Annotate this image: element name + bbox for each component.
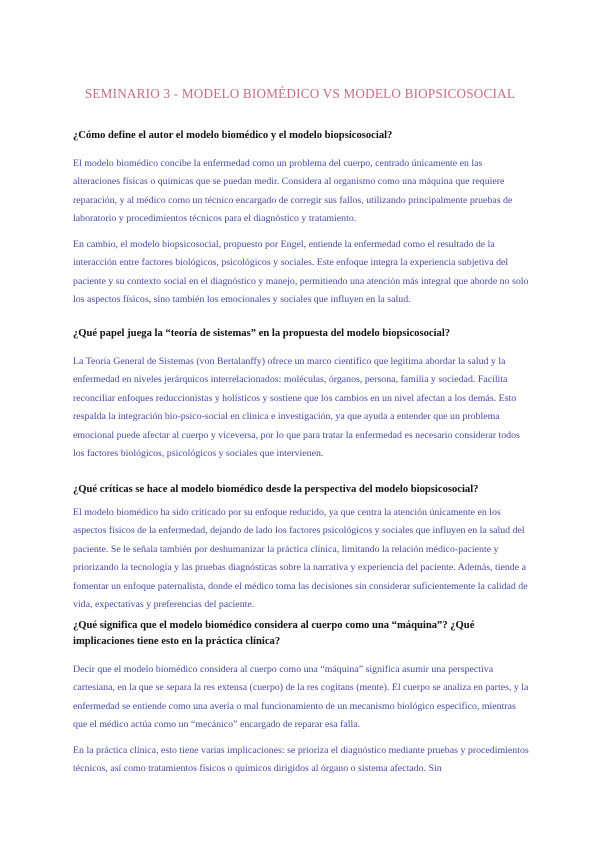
answer-2-paragraph-1: La Teoría General de Sistemas (von Bertalanffy) ofrece un marco científico que legitima abordar la salud y la enfermedad en niveles jerárquicos interrelacionados: moléculas, órganos, persona, familia y sociedad. Facilita reconciliar enfoques reduccionistas y holísticos y sostiene que los cambios en un nivel afectan a los demás. Esto respalda la integración bio-psico-social en clínica e investigación, ya que ayuda a entender que un problema emocional puede afectar al cuerpo y viceversa, por lo que para tratar la enfermedad es necesario considerar todos los factores biológicos, psicológicos y sociales que intervienen. xyxy=(73,356,520,460)
question-2-heading: ¿Qué papel juega la “teoría de sistemas” en la propuesta del modelo biopsicosocial? xyxy=(73,328,451,339)
answer-3-paragraph-1: El modelo biomédico ha sido criticado por su enfoque reducido, ya que centra la atención únicamente en los aspectos físicos de la enfermedad, dejando de lado los factores psicológicos y sociales que influyen en la salud del paciente. Se le señala también por deshumanizar la práctica clínica, limitando la relación médico-paciente y priorizando la tecnología y las pruebas diagnósticas sobre la narrativa y experiencia del paciente. Además, tiende a fomentar un enfoque paternalista, donde el médico toma las decisiones sin considerar suficientemente la calidad de vida, expectativas y preferencias del paciente. xyxy=(73,507,528,611)
question-4-heading: ¿Qué significa que el modelo biomédico considera al cuerpo como una “máquina”? ¿Qué implicaciones tiene esto en la práctica clínica? xyxy=(73,620,475,647)
question-3-heading: ¿Qué críticas se hace al modelo biomédico desde la perspectiva del modelo biopsicosocial? xyxy=(73,484,479,495)
page-title: SEMINARIO 3 - MODELO BIOMÉDICO VS MODELO BIOPSICOSOCIAL xyxy=(84,86,516,101)
answer-4-paragraph-1: Decir que el modelo biomédico considera al cuerpo como una “máquina” significa asumir una perspectiva cartesiana, en la que se separa la res extensa (cuerpo) de la res cogitans (mente). El cuerpo se analiza en partes, y la enfermedad se entiende como una avería o mal funcionamiento de un mecanismo biológico específico, mientras que el médico actúa como un “mecánico” encargado de reparar esa falla. xyxy=(73,664,529,731)
answer-4-paragraph-2: En la práctica clínica, esto tiene varias implicaciones: se prioriza el diagnóstico mediante pruebas y procedimientos técnicos, así como tratamientos físicos o químicos dirigidos al órgano o sistema afectado. Sin xyxy=(73,745,529,775)
answer-1-paragraph-2: En cambio, el modelo biopsicosocial, propuesto por Engel, entiende la enfermedad como el resultado de la interacción entre factores biológicos, psicológicos y sociales. Este enfoque integra la experiencia subjetiva del paciente y su contexto social en el diagnóstico y manejo, permitiendo una atención más integral que aborde no solo los aspectos físicos, sino también los emocionales y sociales que influyen en la salud. xyxy=(73,239,529,306)
answer-1-paragraph-1: El modelo biomédico concibe la enfermedad como un problema del cuerpo, centrado únicamente en las alteraciones físicas o químicas que se puedan medir. Considera al organismo como una máquina que requiere reparación, y al médico como un técnico encargado de corregir sus fallos, utilizando principalmente pruebas de laboratorio y procedimientos técnicos para el diagnóstico y tratamiento. xyxy=(73,158,513,225)
question-1-heading: ¿Cómo define el autor el modelo biomédico y el modelo biopsicosocial? xyxy=(73,130,393,141)
